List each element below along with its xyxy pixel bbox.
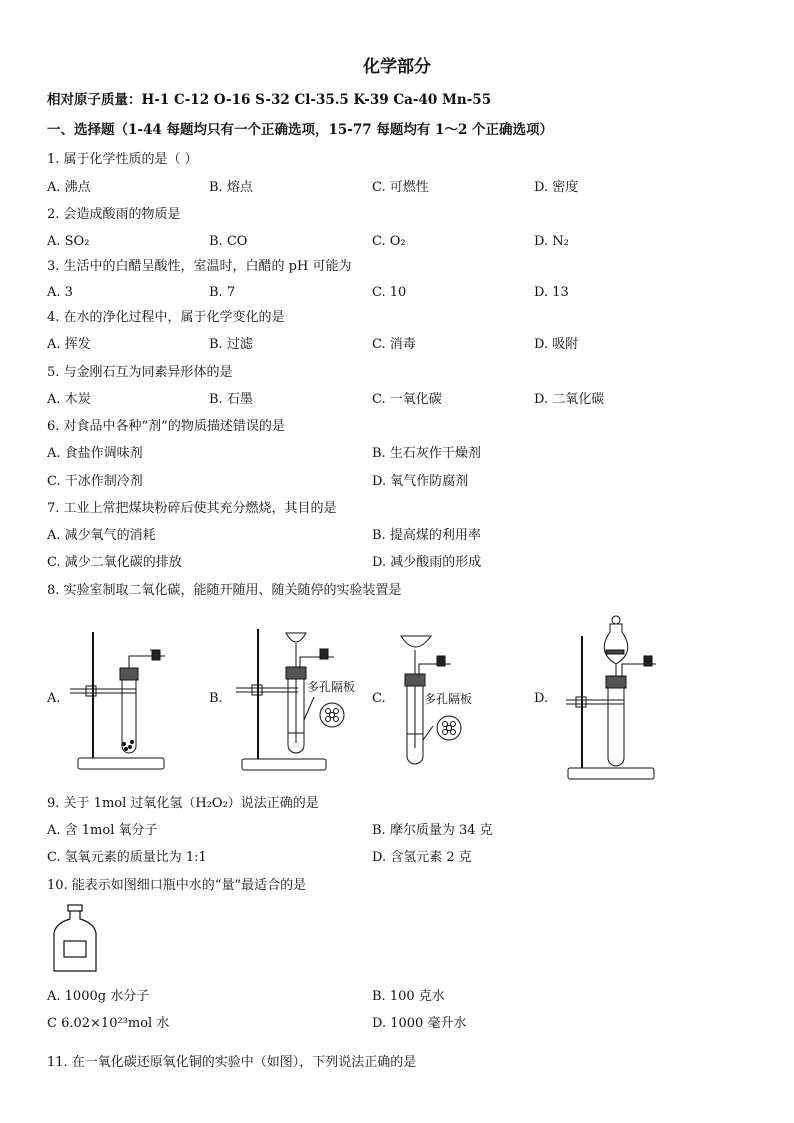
option-b: B. 提高煤的利用率	[372, 528, 481, 543]
option-c: C. 干冰作制冷剂	[47, 474, 143, 489]
question-stem: 2. 会造成酸雨的物质是	[47, 207, 181, 222]
option-b: B. 石墨	[209, 392, 253, 407]
option-b: B. 过滤	[209, 337, 253, 352]
question-stem: 11. 在一氧化碳还原氧化铜的实验中（如图），下列说法正确的是	[47, 1055, 417, 1070]
option-d: D. 吸附	[534, 337, 579, 352]
option-b: B. 摩尔质量为 34 克	[372, 823, 493, 838]
atomic-mass-line: 相对原子质量：H-1 C-12 O-16 S-32 Cl-35.5 K-39 Ca-40 Mn-55	[47, 92, 492, 108]
option-c: C. 10	[372, 285, 407, 300]
section-heading: 一、选择题（1-44 每题均只有一个正确选项，15-77 每题均有 1～2 个正确选项）	[47, 122, 554, 138]
option-c: C. 氢氧元素的质量比为 1:1	[47, 850, 207, 865]
question-stem: 4. 在水的净化过程中，属于化学变化的是	[47, 310, 285, 325]
question-stem: 6. 对食品中各种“剂”的物质描述错误的是	[47, 419, 285, 434]
option-d: D. 减少酸雨的形成	[372, 555, 482, 570]
option-c: C. 消毒	[372, 337, 416, 352]
option-a: A. 食盐作调味剂	[47, 446, 143, 461]
option-c: C. 可燃性	[372, 180, 429, 195]
page-title: 化学部分	[363, 57, 431, 77]
porous-plate-label-c: 多孔隔板	[424, 692, 473, 706]
option-a: A.	[47, 691, 61, 706]
option-b: B. 生石灰作干燥剂	[372, 446, 481, 461]
option-d: D. 含氢元素 2 克	[372, 850, 472, 865]
option-c: C 6.02×10²³mol 水	[47, 1016, 170, 1031]
option-a: A. 木炭	[47, 392, 91, 407]
option-d: D.	[534, 691, 549, 706]
option-a: A. 含 1mol 氧分子	[47, 823, 158, 838]
option-c: C. 减少二氧化碳的排放	[47, 555, 182, 570]
option-b: B. 100 克水	[372, 989, 445, 1004]
apparatus-d-image	[560, 608, 670, 783]
option-a: A. 沸点	[47, 180, 91, 195]
narrow-mouth-bottle-image	[50, 903, 100, 975]
apparatus-b-image	[228, 625, 378, 775]
question-stem: 3. 生活中的白醋呈酸性，室温时，白醋的 pH 可能为	[47, 259, 352, 274]
question-stem: 5. 与金刚石互为同素异形体的是	[47, 365, 233, 380]
option-d: D. 13	[534, 285, 569, 300]
option-d: D. N₂	[534, 234, 569, 249]
option-a: A. 1000g 水分子	[47, 989, 150, 1004]
question-stem: 7. 工业上常把煤块粉碎后使其充分燃烧，其目的是	[47, 501, 337, 516]
option-b: B.	[209, 691, 223, 706]
option-b: B. 熔点	[209, 180, 253, 195]
option-c: C. O₂	[372, 234, 406, 249]
question-stem: 9. 关于 1mol 过氧化氢（H₂O₂）说法正确的是	[47, 796, 319, 811]
question-stem: 8. 实验室制取二氧化碳，能随开随用、随关随停的实验装置是	[47, 583, 402, 598]
option-d: D. 密度	[534, 180, 579, 195]
option-b: B. 7	[209, 285, 236, 300]
option-a: A. 减少氧气的消耗	[47, 528, 156, 543]
option-d: D. 二氧化碳	[534, 392, 605, 407]
option-d: D. 1000 毫升水	[372, 1016, 467, 1031]
question-stem: 10. 能表示如图细口瓶中水的“量”最适合的是	[47, 878, 307, 893]
option-a: A. SO₂	[47, 234, 90, 249]
option-a: A. 3	[47, 285, 73, 300]
apparatus-a-image	[60, 628, 190, 773]
option-a: A. 挥发	[47, 337, 91, 352]
porous-plate-label-b: 多孔隔板	[307, 680, 356, 694]
option-c: C. 一氧化碳	[372, 392, 442, 407]
option-c: C.	[372, 691, 386, 706]
option-d: D. 氧气作防腐剂	[372, 474, 469, 489]
option-b: B. CO	[209, 234, 248, 249]
question-stem: 1. 属于化学性质的是（ ）	[47, 152, 198, 167]
